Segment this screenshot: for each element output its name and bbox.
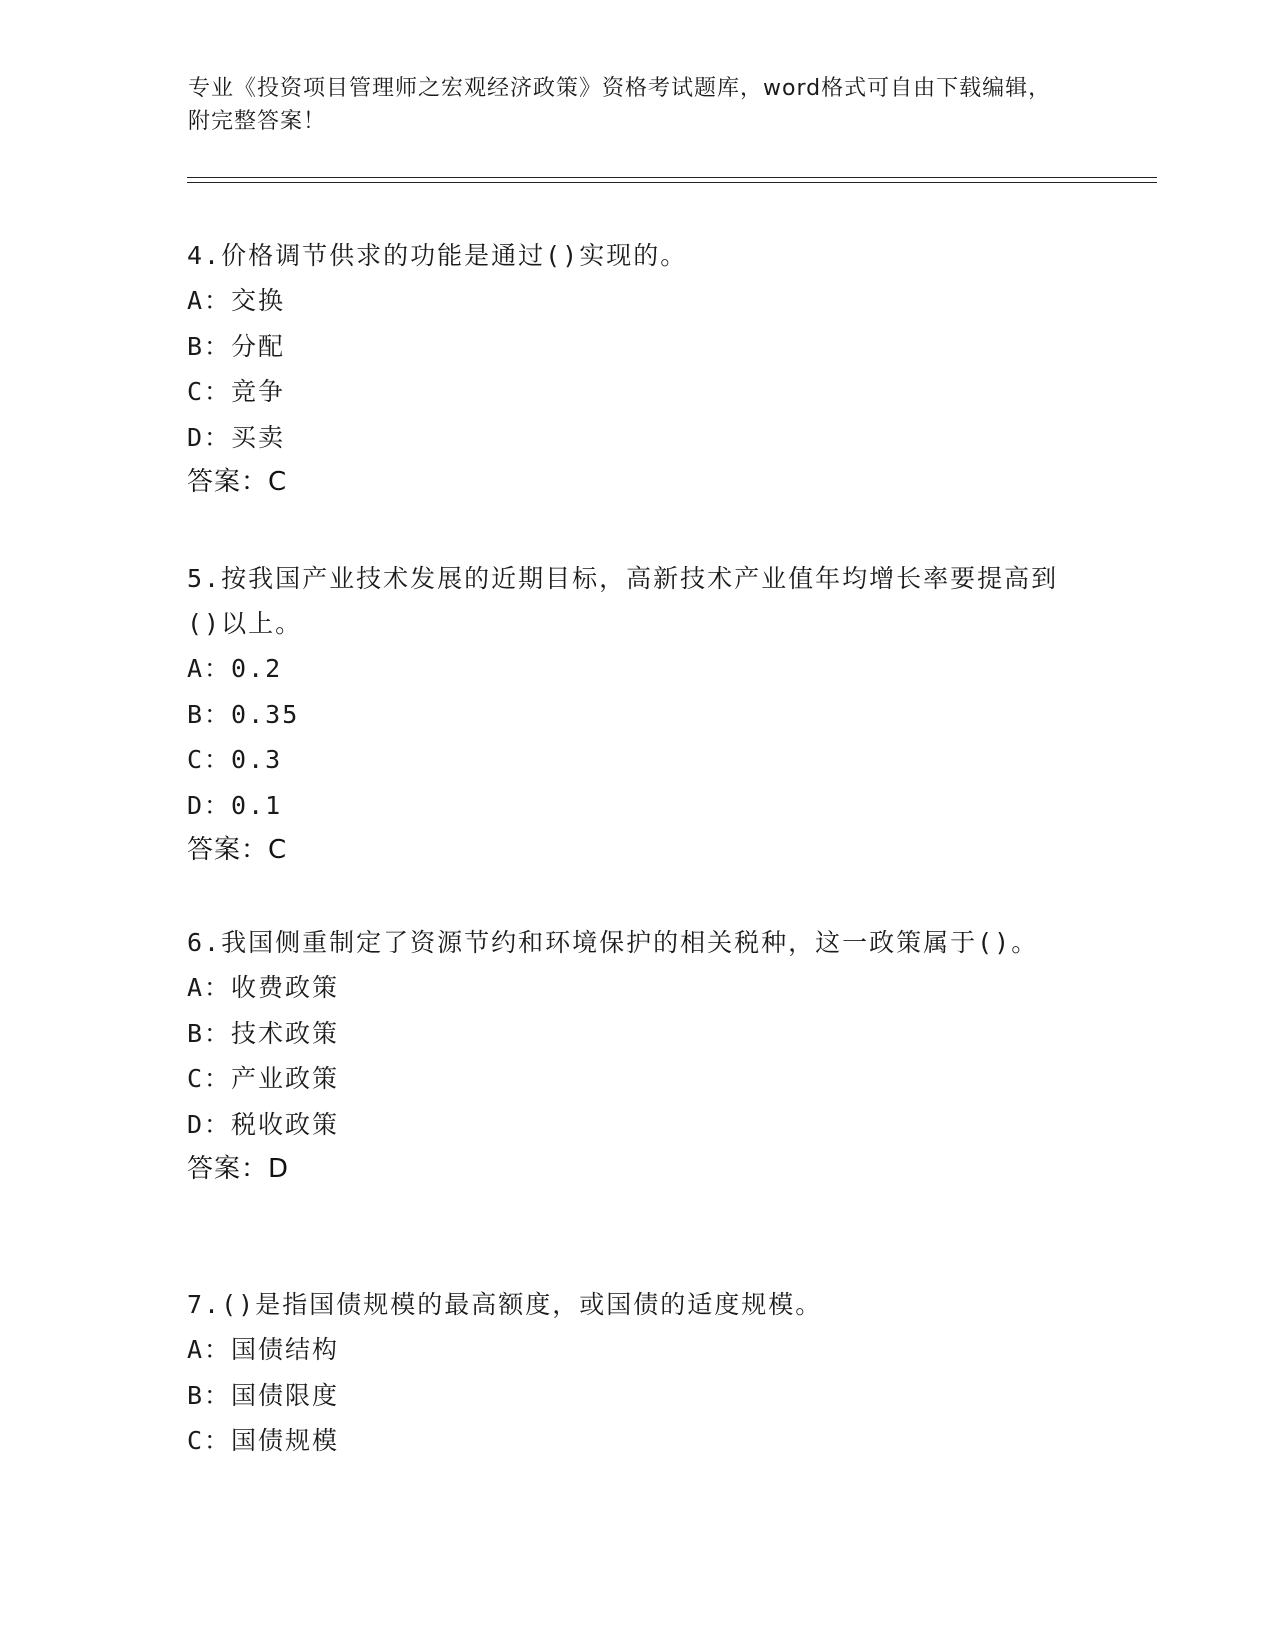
answer-line: 答案：C bbox=[187, 467, 288, 498]
option-a: A：收费政策 bbox=[187, 973, 340, 1002]
question-stem: 6.我国侧重制定了资源节约和环境保护的相关税种，这一政策属于()。 bbox=[187, 928, 1039, 957]
question-4 bbox=[187, 233, 1077, 506]
question-stem: 7.()是指国债规模的最高额度，或国债的适度规模。 bbox=[187, 1290, 823, 1319]
option-b: B：国债限度 bbox=[187, 1380, 340, 1410]
option-d: D：税收政策 bbox=[187, 1109, 340, 1139]
option-b: B：技术政策 bbox=[187, 1018, 340, 1048]
option-a: A：交换 bbox=[187, 286, 286, 315]
option-a: A：国债结构 bbox=[187, 1335, 340, 1364]
option-a: A：0.2 bbox=[187, 654, 283, 683]
option-d: D：0.1 bbox=[187, 790, 283, 820]
answer-line: 答案：C bbox=[187, 835, 288, 866]
option-c: C：国债规模 bbox=[187, 1426, 340, 1456]
option-c: C：竞争 bbox=[187, 377, 286, 407]
question-stem: 5.按我国产业技术发展的近期目标，高新技术产业值年均增长率要提高到()以上。 bbox=[187, 564, 1059, 638]
option-c: C：产业政策 bbox=[187, 1064, 340, 1094]
question-5 bbox=[187, 556, 1077, 874]
header-divider-top bbox=[187, 177, 1157, 178]
option-b: B：0.35 bbox=[187, 699, 300, 729]
header-divider-bottom bbox=[187, 182, 1157, 183]
question-6 bbox=[187, 920, 1077, 1193]
option-b: B：分配 bbox=[187, 331, 286, 361]
document-header: 专业《投资项目管理师之宏观经济政策》资格考试题库，word格式可自由下载编辑，附完整答案！ bbox=[188, 76, 1052, 134]
option-c: C：0.3 bbox=[187, 745, 283, 775]
option-d: D：买卖 bbox=[187, 422, 286, 452]
question-7 bbox=[187, 1282, 1077, 1464]
question-stem: 4.价格调节供求的功能是通过()实现的。 bbox=[187, 241, 688, 270]
answer-line: 答案：D bbox=[187, 1154, 290, 1185]
